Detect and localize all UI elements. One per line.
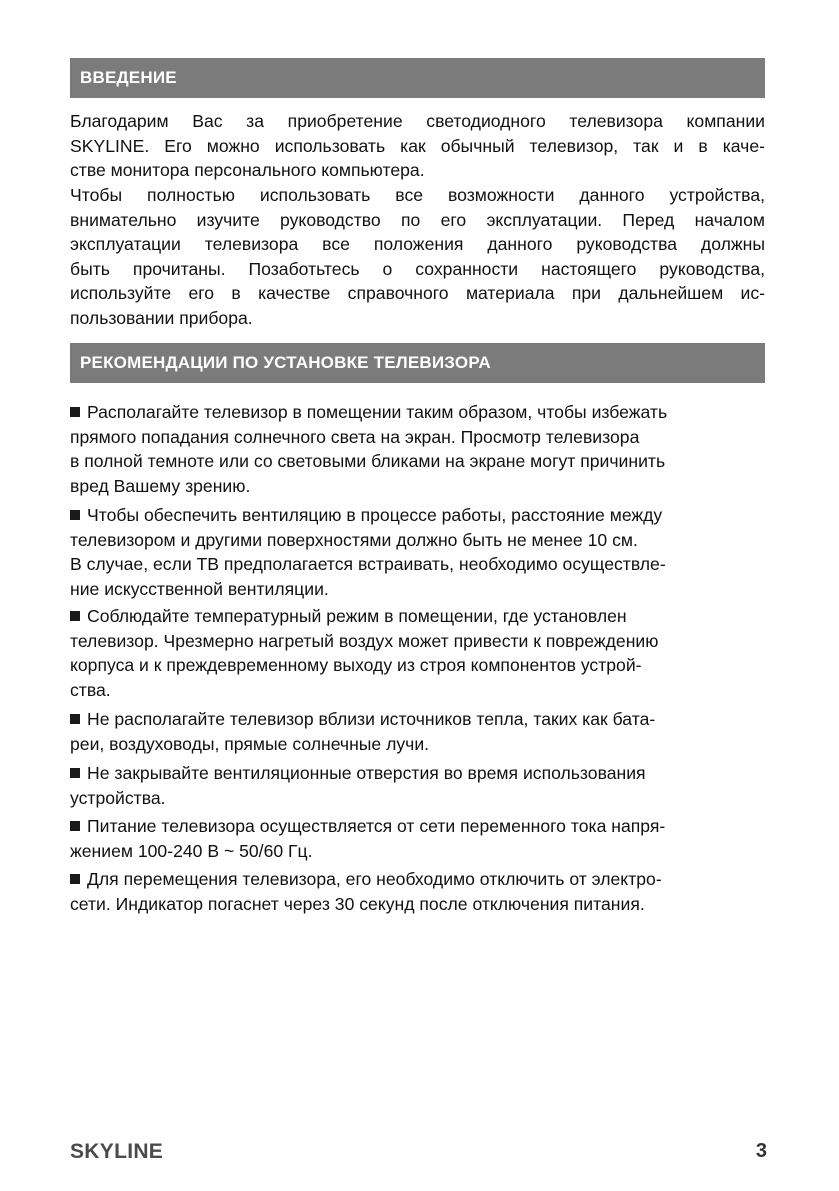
bullet-square-icon [70, 821, 80, 831]
section-title-intro: ВВЕДЕНИЕ [80, 68, 177, 87]
text-line: Чтобы обеспечить вентиляцию в процессе работы, расстояние между [87, 505, 663, 525]
list-item-bullet-1 [70, 400, 765, 498]
text-line: вред Вашему зрению. [70, 475, 251, 496]
text-line: сети. Индикатор погаснет через 30 секунд после отключения питания. [70, 893, 645, 914]
list-item-bullet-3 [70, 604, 765, 702]
text-line: быть прочитаны. Позаботьтесь о сохранности настоящего руководства, [70, 258, 765, 279]
text-line: Соблюдайте температурный режим в помещении, где установлен [87, 606, 627, 626]
list-item-bullet-6 [70, 814, 765, 863]
bullet-square-icon [70, 510, 80, 520]
text-line: жением 100-240 В ~ 50/60 Гц. [70, 840, 313, 861]
text-line: в полной темноте или со световыми бликами на экране могут причинить [70, 451, 666, 472]
text-line: эксплуатации телевизора все положения данного руководства должны [70, 234, 765, 255]
intro-paragraph-1 [70, 109, 765, 183]
text-line: В случае, если ТВ предполагается встраивать, необходимо осуществле- [70, 554, 666, 575]
list-item-bullet-4 [70, 707, 765, 756]
bullet-square-icon [70, 407, 80, 417]
text-line: SKYLINE. Его можно использовать как обычный телевизор, так и в каче- [70, 135, 765, 156]
text-line: телевизором и другими поверхностями должно быть не менее 10 см. [70, 529, 638, 550]
text-line: Благодарим Вас за приобретение светодиодного телевизора компании [70, 111, 765, 131]
intro-paragraph-2 [70, 183, 765, 331]
list-item-bullet-7 [70, 867, 765, 916]
bullet-square-icon [70, 768, 80, 778]
page-number: 3 [755, 1140, 767, 1162]
bullet-square-icon [70, 874, 80, 884]
text-line: телевизор. Чрезмерно нагретый воздух может привести к повреждению [70, 630, 659, 651]
text-line: Для перемещения телевизора, его необходимо отключить от электро- [87, 869, 662, 889]
bullet-square-icon [70, 611, 80, 621]
section-header-intro [70, 58, 765, 98]
text-line: корпуса и к преждевременному выходу из строя компонентов устрой- [70, 655, 642, 676]
bullet-square-icon [70, 714, 80, 724]
text-line: Не закрывайте вентиляционные отверстия во время использования [87, 763, 646, 783]
text-line: Чтобы полностью использовать все возможности данного устройства, [70, 185, 765, 205]
text-line: Располагайте телевизор в помещении таким образом, чтобы избежать [87, 402, 668, 422]
text-line: ние искусственной вентиляции. [70, 578, 329, 599]
text-line: внимательно изучите руководство по его эксплуатации. Перед началом [70, 209, 765, 230]
text-line: Питание телевизора осуществляется от сети переменного тока напря- [87, 816, 666, 836]
footer-brand-logo: SKYLINE [70, 1140, 164, 1163]
text-line: Не располагайте телевизор вблизи источников тепла, таких как бата- [87, 709, 656, 729]
section-title-install: РЕКОМЕНДАЦИИ ПО УСТАНОВКЕ ТЕЛЕВИЗОРА [80, 353, 491, 372]
text-line: реи, воздуховоды, прямые солнечные лучи. [70, 733, 430, 754]
text-line: пользовании прибора. [70, 307, 253, 328]
list-item-bullet-5 [70, 761, 765, 810]
list-item-bullet-2 [70, 503, 765, 601]
text-line: устройства. [70, 787, 166, 808]
text-line: используйте его в качестве справочного материала при дальнейшем ис- [70, 283, 765, 304]
text-line: прямого попадания солнечного света на экран. Просмотр телевизора [70, 426, 640, 447]
text-line: ства. [70, 679, 111, 700]
text-line: стве монитора персонального компьютера. [70, 160, 425, 181]
section-header-install [70, 343, 765, 383]
